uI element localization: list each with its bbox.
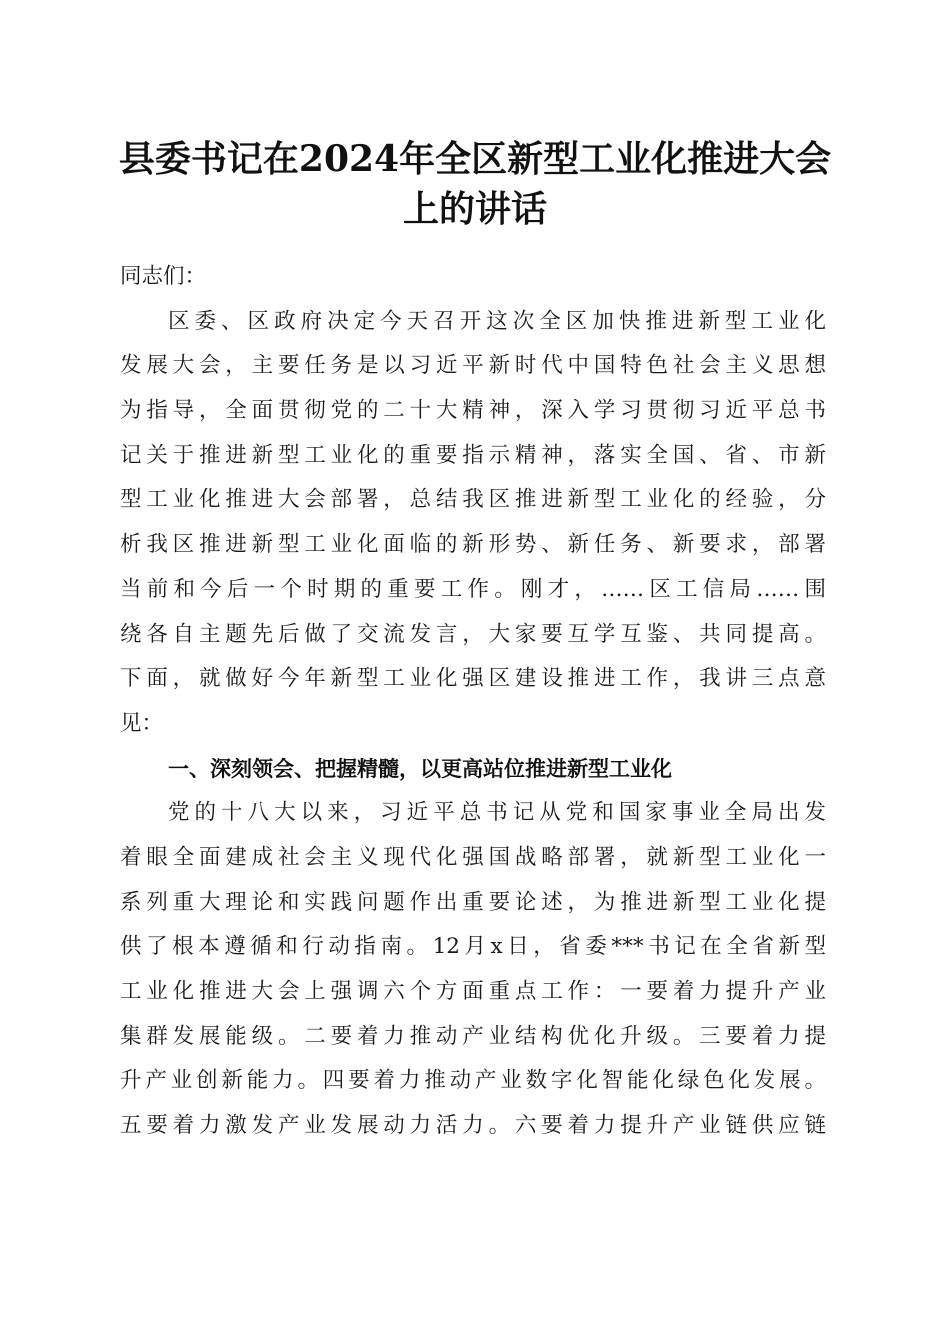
title-line-2: 上的讲话 bbox=[402, 188, 547, 230]
paragraph-line: 记关于推进新型工业化的重要指示精神，落实全国、省、市新 bbox=[120, 442, 826, 468]
paragraph-line: 区委、区政府决定今天召开这次全区加快推进新型工业化 bbox=[168, 308, 826, 334]
paragraph-line: 着眼全面建成社会主义现代化强国战略部署，就新型工业化一 bbox=[120, 844, 826, 870]
title-line-1: 县委书记在2024年全区新型工业化推进大会 bbox=[118, 138, 832, 180]
paragraph-line: 型工业化推进大会部署，总结我区推进新型工业化的经验，分 bbox=[120, 487, 826, 513]
paragraph-line: 绕各自主题先后做了交流发言，大家要互学互鉴、共同提高。 bbox=[120, 621, 826, 647]
document-title bbox=[100, 134, 850, 234]
paragraph-line: 升产业创新能力。四要着力推动产业数字化智能化绿色化发展。 bbox=[120, 1068, 826, 1094]
paragraph-line: 析我区推进新型工业化面临的新形势、新任务、新要求，部署 bbox=[120, 532, 826, 558]
paragraph-line: 为指导，全面贯彻党的二十大精神，深入学习贯彻习近平总书 bbox=[120, 398, 826, 424]
salutation: 同志们： bbox=[120, 264, 207, 289]
document-body bbox=[120, 255, 826, 1149]
paragraph-1 bbox=[120, 300, 826, 747]
paragraph-line: 五要着力激发产业发展动力活力。六要着力提升产业链供应链 bbox=[120, 1113, 826, 1139]
paragraph-line: 集群发展能级。二要着力推动产业结构优化升级。三要着力提 bbox=[120, 1023, 826, 1049]
paragraph-2 bbox=[120, 791, 826, 1149]
paragraph-line: 当前和今后一个时期的重要工作。刚才，……区工信局……围 bbox=[120, 576, 826, 602]
section-heading-1: 一、深刻领会、把握精髓，以更高站位推进新型工业化 bbox=[168, 756, 672, 781]
paragraph-line: 工业化推进大会上强调六个方面重点工作：一要着力提升产业 bbox=[120, 979, 826, 1004]
paragraph-line: 系列重大理论和实践问题作出重要论述，为推进新型工业化提 bbox=[120, 889, 826, 915]
paragraph-line: 发展大会，主要任务是以习近平新时代中国特色社会主义思想 bbox=[120, 353, 826, 379]
paragraph-line: 供了根本遵循和行动指南。12月x日，省委***书记在全省新型 bbox=[120, 934, 826, 960]
paragraph-line: 下面，就做好今年新型工业化强区建设推进工作，我讲三点意 bbox=[120, 666, 826, 692]
paragraph-line: 见： bbox=[120, 710, 164, 736]
paragraph-line: 党的十八大以来，习近平总书记从党和国家事业全局出发 bbox=[168, 800, 826, 826]
